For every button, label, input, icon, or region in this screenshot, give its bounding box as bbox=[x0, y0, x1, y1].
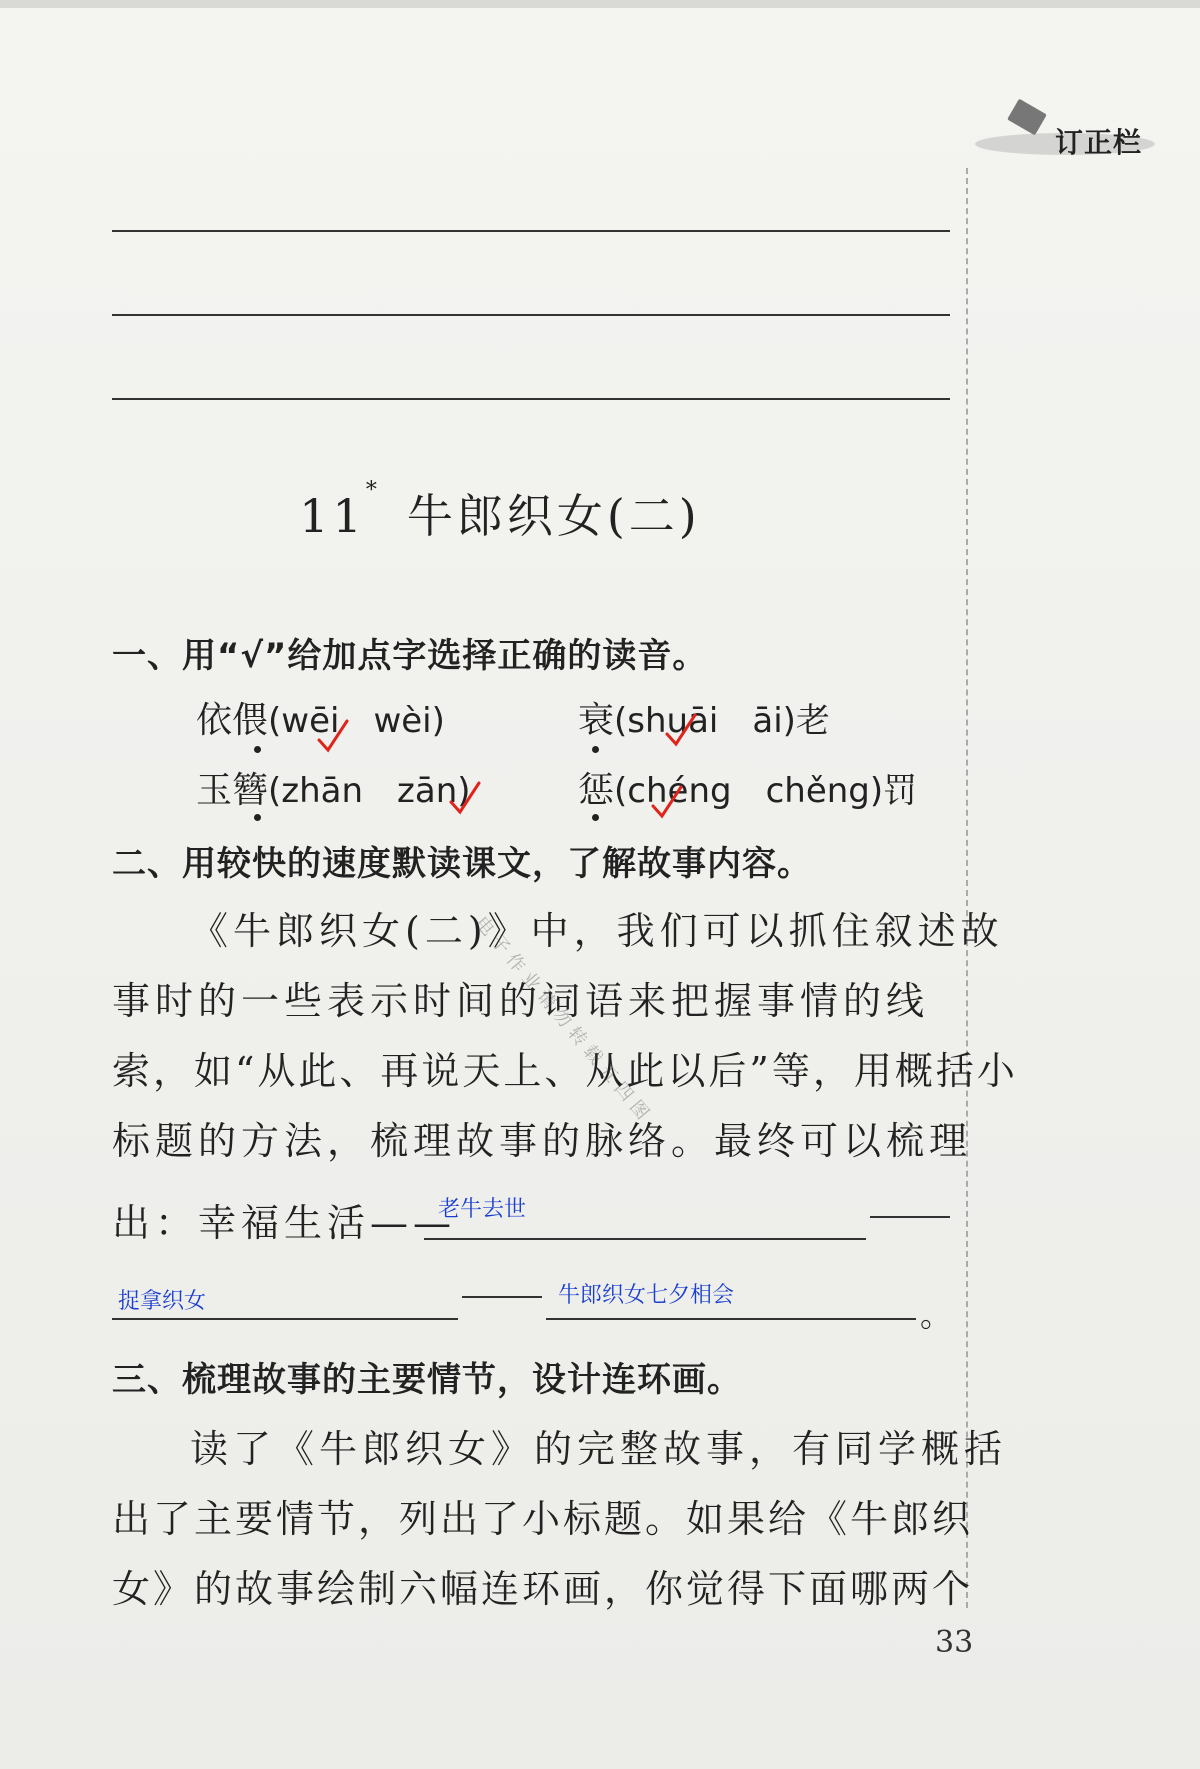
emphasis-dot bbox=[592, 746, 599, 753]
pinyin-item-2 bbox=[578, 692, 830, 743]
emphasis-dot bbox=[254, 746, 261, 753]
answer-2[interactable]: 捉拿织女 bbox=[118, 1289, 207, 1314]
correction-column-divider bbox=[966, 168, 968, 1608]
pinyin-item-2-chars: 衰 bbox=[578, 700, 615, 741]
page-top-edge bbox=[0, 0, 1200, 8]
section-2-heading: 二、用较快的速度默读课文，了解故事内容。 bbox=[112, 844, 812, 884]
section-2-line-4: 标题的方法，梳理故事的脉络。最终可以梳理 bbox=[112, 1119, 973, 1163]
check-mark-icon bbox=[316, 718, 350, 754]
fill-dash-1 bbox=[870, 1216, 950, 1218]
section-2-line-5: 出：幸福生活—— bbox=[112, 1201, 457, 1245]
section-3-line-2: 出了主要情节，列出了小标题。如果给《牛郎织 bbox=[112, 1497, 974, 1541]
pinyin-item-3-options: (zhān zān) bbox=[268, 771, 471, 811]
fill-blank-2[interactable] bbox=[112, 1318, 458, 1320]
pinyin-item-4-options: (chéng chěng)罚 bbox=[614, 771, 918, 811]
lesson-title bbox=[0, 480, 1000, 546]
watermark: 电子作业请勿转载五四图 bbox=[470, 912, 657, 1129]
lesson-name: 牛郎织女(二) bbox=[406, 489, 701, 543]
pinyin-item-4-chars: 惩 bbox=[578, 770, 615, 811]
writing-line-2[interactable] bbox=[112, 314, 950, 316]
writing-line-1[interactable] bbox=[112, 230, 950, 232]
section-3-heading: 三、梳理故事的主要情节，设计连环画。 bbox=[112, 1360, 742, 1400]
section-1-heading: 一、用“√”给加点字选择正确的读音。 bbox=[112, 636, 708, 676]
page-number: 33 bbox=[935, 1625, 974, 1660]
fill-blank-3[interactable] bbox=[546, 1318, 916, 1320]
pencil-icon bbox=[1007, 99, 1047, 136]
check-mark-icon bbox=[650, 784, 684, 820]
pinyin-item-3 bbox=[196, 762, 471, 813]
emphasis-dot bbox=[592, 814, 599, 821]
section-2-line-1: 《牛郎织女(二)》中，我们可以抓住叙述故 bbox=[190, 909, 1004, 953]
writing-line-3[interactable] bbox=[112, 398, 950, 400]
section-2-line-3: 索，如“从此、再说天上、从此以后”等，用概括小 bbox=[112, 1049, 1018, 1093]
section-3-line-1: 读了《牛郎织女》的完整故事，有同学概括 bbox=[190, 1427, 1008, 1471]
fill-blank-1[interactable] bbox=[424, 1238, 866, 1240]
lesson-mark: * bbox=[365, 478, 381, 503]
correction-column-badge bbox=[975, 95, 1175, 165]
check-mark-icon bbox=[448, 780, 482, 816]
pinyin-item-1-options: (wēi wèi) bbox=[268, 701, 445, 741]
lesson-number: 11 bbox=[299, 489, 366, 543]
pinyin-item-4 bbox=[578, 762, 917, 813]
answer-1[interactable]: 老牛去世 bbox=[438, 1197, 527, 1222]
emphasis-dot bbox=[254, 814, 261, 821]
sentence-period: 。 bbox=[920, 1296, 958, 1334]
section-3-line-3: 女》的故事绘制六幅连环画，你觉得下面哪两个 bbox=[112, 1567, 974, 1611]
pinyin-item-1-chars: 依偎 bbox=[196, 700, 269, 741]
check-mark-icon bbox=[664, 712, 698, 748]
fill-dash-2 bbox=[462, 1296, 542, 1298]
correction-column-label: 订正栏 bbox=[1055, 126, 1143, 159]
pinyin-item-3-chars: 玉簪 bbox=[196, 770, 269, 811]
answer-3[interactable]: 牛郎织女七夕相会 bbox=[558, 1283, 735, 1308]
section-2-line-2: 事时的一些表示时间的词语来把握事情的线 bbox=[112, 979, 930, 1023]
pinyin-item-2-options: (shuāi āi)老 bbox=[614, 701, 830, 741]
